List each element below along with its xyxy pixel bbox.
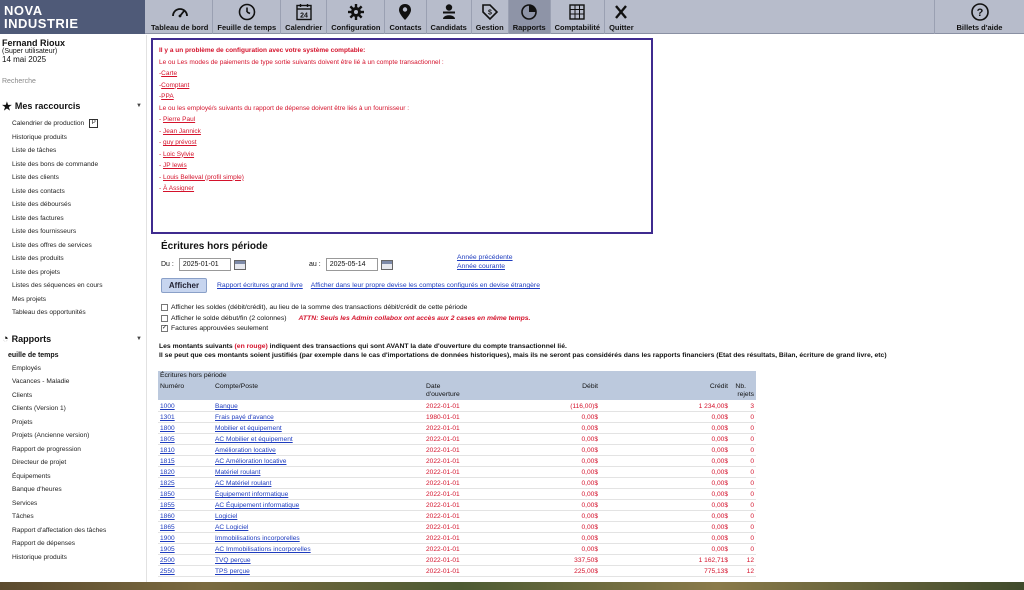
- opening-date: 2022-01-01: [426, 403, 460, 410]
- debit-amount: 0,00$: [581, 491, 598, 498]
- opening-date: 2022-01-01: [426, 502, 460, 509]
- calendar-picker-icon[interactable]: [234, 260, 246, 270]
- report-item[interactable]: Projets (Ancienne version): [12, 432, 90, 439]
- star-icon: ★: [2, 100, 12, 113]
- report-item[interactable]: Services: [12, 499, 38, 507]
- shortcuts-title: Mes raccourcis: [14, 101, 81, 111]
- payment-mode-item: -Carte: [159, 70, 178, 77]
- main-content: [148, 35, 1024, 590]
- account-name-link[interactable]: Banque: [215, 403, 238, 410]
- checkbox-checked[interactable]: ✓: [162, 325, 168, 331]
- rejects-count: 0: [750, 447, 754, 454]
- table-row: [158, 511, 756, 522]
- svg-text:$: $: [487, 9, 492, 17]
- shortcut-item[interactable]: Liste des factures: [12, 214, 64, 222]
- debit-amount: (116,00)$: [570, 403, 598, 410]
- account-name-link[interactable]: AC Matériel roulant: [215, 480, 272, 487]
- nav-label: Rapports: [512, 23, 546, 32]
- account-name-link[interactable]: Mobilier et équipement: [215, 425, 282, 432]
- debit-amount: 0,00$: [581, 546, 598, 553]
- header-date[interactable]: Date: [426, 383, 441, 390]
- warning-line-employees: Le ou les employé/s suivants du rapport de dépense doivent être liés à un fournisseur :: [159, 104, 410, 112]
- account-number-link[interactable]: 1860: [160, 513, 175, 520]
- logo-line-2: INDUSTRIE: [4, 16, 79, 31]
- rejects-count: 0: [750, 513, 754, 520]
- shortcut-item[interactable]: Liste des offres de services: [12, 241, 92, 249]
- shortcut-item[interactable]: Historique produits: [12, 133, 67, 141]
- credit-amount: 0,00$: [711, 414, 728, 421]
- opening-date: 2022-01-01: [426, 469, 460, 476]
- account-number-link[interactable]: 1855: [160, 502, 175, 509]
- debit-amount: 0,00$: [581, 524, 598, 531]
- account-number-link[interactable]: 1865: [160, 524, 175, 531]
- nav-gestion[interactable]: [472, 0, 509, 34]
- report-item[interactable]: Banque d'heures: [12, 486, 62, 493]
- shortcuts-list: [0, 117, 146, 320]
- report-item[interactable]: Rapport de dépenses: [12, 540, 76, 547]
- account-name-link[interactable]: Frais payé d'avance: [215, 414, 274, 421]
- table-row: [158, 467, 756, 478]
- report-links: [217, 282, 540, 289]
- rejects-count: 0: [750, 502, 754, 509]
- credit-amount: 0,00$: [711, 524, 728, 531]
- svg-text:?: ?: [976, 7, 983, 19]
- rejects-count: 0: [750, 469, 754, 476]
- credit-amount: 0,00$: [711, 546, 728, 553]
- nav-contacts[interactable]: [385, 0, 426, 34]
- date-to-label: au :: [309, 261, 321, 268]
- user-role: (Super utilisateur): [2, 48, 58, 55]
- opening-date: 2022-01-01: [426, 447, 460, 454]
- nav-configuration[interactable]: [327, 0, 385, 34]
- desktop-background-strip: [0, 582, 1024, 590]
- account-number-link[interactable]: 1800: [160, 425, 175, 432]
- help-question-icon: [970, 2, 990, 22]
- account-number-link[interactable]: 1820: [160, 469, 175, 476]
- report-item[interactable]: Clients (Version 1): [12, 405, 66, 412]
- report-item[interactable]: Employés: [12, 364, 41, 372]
- employee-item: - Pierre Paul: [159, 116, 196, 123]
- account-name-link[interactable]: TVQ perçue: [215, 557, 251, 564]
- date-to-input[interactable]: 2025-05-14: [326, 258, 378, 271]
- date-from-label: Du :: [161, 261, 174, 268]
- main-nav: [147, 0, 638, 34]
- payment-mode-link[interactable]: PPA: [161, 93, 174, 100]
- account-name-link[interactable]: Amélioration locative: [215, 447, 276, 454]
- employee-item: - Louis Belleval (profil simple): [159, 173, 244, 181]
- current-year-link[interactable]: Année courante: [457, 262, 505, 270]
- opening-date: 2022-01-01: [426, 436, 460, 443]
- foreign-currency-link[interactable]: Afficher dans leur propre devise les comptes configurés en devise étrangère: [310, 282, 540, 289]
- header-rejets: rejets: [737, 391, 754, 398]
- rejects-count: 12: [746, 557, 754, 564]
- table-row: [158, 544, 756, 555]
- year-links: [457, 254, 513, 271]
- nav-label: Calendrier: [285, 23, 323, 32]
- nav-label: Feuille de temps: [217, 23, 277, 32]
- nav-comptabilite[interactable]: [551, 0, 605, 34]
- table-row: [158, 445, 756, 456]
- shortcut-item[interactable]: Mes projets: [12, 295, 47, 303]
- table-row: [158, 533, 756, 544]
- employee-link[interactable]: Pierre Paul: [162, 116, 196, 123]
- gear-icon: [346, 2, 366, 22]
- credit-amount: 1 162,71$: [698, 557, 728, 564]
- nav-rapports[interactable]: [509, 0, 551, 34]
- page-title: Écritures hors période: [161, 241, 268, 252]
- account-number-link[interactable]: 1301: [160, 414, 175, 421]
- shortcut-item[interactable]: Liste des contacts: [12, 187, 65, 195]
- payment-mode-item: -PPA: [159, 93, 174, 100]
- report-item[interactable]: Rapport d'affectation des tâches: [12, 526, 107, 534]
- employee-item: - Loic Sylvie: [159, 150, 195, 158]
- info-text: indiquent des transactions qui sont AVANT la date d'ouverture du compte transactionnel lié.: [267, 343, 567, 350]
- reports-list: [0, 350, 146, 565]
- nav-tableau-de-bord[interactable]: [147, 0, 213, 34]
- shortcut-item[interactable]: Liste des fournisseurs: [12, 228, 77, 235]
- rejects-count: 0: [750, 491, 754, 498]
- opening-date: 2022-01-01: [426, 535, 460, 542]
- opening-date: 2022-01-01: [426, 513, 460, 520]
- production-p-icon[interactable]: P: [89, 119, 98, 128]
- reports-header[interactable]: [0, 332, 146, 346]
- opening-date: 2022-01-01: [426, 557, 460, 564]
- credit-amount: 0,00$: [711, 436, 728, 443]
- debit-amount: 0,00$: [581, 425, 598, 432]
- header-compte[interactable]: Compte/Poste: [215, 383, 259, 390]
- debit-amount: 337,50$: [574, 557, 598, 564]
- employee-link[interactable]: guy prévost: [162, 139, 197, 146]
- rejects-count: 0: [750, 414, 754, 421]
- shortcut-item[interactable]: Tableau des opportunités: [12, 309, 86, 316]
- table-row: [158, 412, 756, 423]
- table-row: [158, 401, 756, 412]
- employee-link[interactable]: Jean Jannick: [162, 127, 201, 135]
- credit-amount: 775,13$: [704, 568, 728, 575]
- account-name-link[interactable]: Équipement informatique: [215, 491, 289, 498]
- nav-billets-aide[interactable]: [934, 0, 1024, 34]
- credit-amount: 1 234,00$: [698, 403, 728, 410]
- shortcut-item[interactable]: Liste de tâches: [12, 147, 57, 154]
- app-logo[interactable]: [0, 0, 145, 34]
- nav-candidats[interactable]: [427, 0, 472, 34]
- calendar-icon: [294, 2, 314, 22]
- account-name-link[interactable]: Immobilisations incorporelles: [215, 535, 300, 542]
- debit-amount: 0,00$: [581, 535, 598, 542]
- shortcuts-header[interactable]: [0, 99, 146, 113]
- shortcut-item[interactable]: Calendrier de production P: [12, 117, 146, 131]
- dashboard-gauge-icon: [170, 2, 190, 22]
- account-number-link[interactable]: 1825: [160, 480, 175, 487]
- credit-amount: 0,00$: [711, 513, 728, 520]
- account-number-link[interactable]: 2550: [160, 568, 175, 575]
- header-debit[interactable]: Débit: [582, 383, 598, 390]
- reports-title: Rapports: [11, 333, 52, 344]
- config-warning-box: [151, 38, 653, 234]
- credit-amount: 0,00$: [711, 425, 728, 432]
- account-name-link[interactable]: AC Immobilisations incorporelles: [215, 546, 311, 553]
- warning-line-payment: Le ou Les modes de paiements de type sortie suivants doivent être lié à un compte transactionnel :: [159, 58, 444, 66]
- account-number-link[interactable]: 1900: [160, 535, 175, 542]
- table-row: [158, 423, 756, 434]
- debit-amount: 0,00$: [581, 436, 598, 443]
- grand-livre-link[interactable]: Rapport écritures grand livre: [217, 282, 303, 289]
- option-label: Afficher le solde début/fin (2 colonnes): [171, 315, 287, 322]
- credit-amount: 0,00$: [711, 535, 728, 542]
- account-name-link[interactable]: TPS perçue: [215, 568, 250, 575]
- caret-down-icon[interactable]: ▼: [136, 103, 142, 109]
- debit-amount: 0,00$: [581, 414, 598, 421]
- svg-text:24: 24: [299, 12, 308, 20]
- shortcut-item[interactable]: Liste des projets: [12, 268, 61, 276]
- report-item[interactable]: Directeur de projet: [12, 459, 67, 466]
- payment-mode-link[interactable]: Carte: [161, 70, 178, 77]
- opening-date: 2022-01-01: [426, 546, 460, 553]
- report-item[interactable]: Projets: [12, 418, 33, 426]
- debit-amount: 0,00$: [581, 469, 598, 476]
- user-name: Fernand Rioux: [2, 38, 66, 48]
- calendar-picker-icon[interactable]: [381, 260, 393, 270]
- header-nb[interactable]: Nb.: [735, 383, 746, 390]
- credit-amount: 0,00$: [711, 447, 728, 454]
- shortcut-item[interactable]: Listes des séquences en cours: [12, 282, 103, 289]
- header-numero[interactable]: Numéro: [160, 383, 185, 390]
- table-row: [158, 522, 756, 533]
- rejects-count: 0: [750, 480, 754, 487]
- afficher-button[interactable]: Afficher: [161, 278, 207, 293]
- option-label: Factures approuvées seulement: [171, 325, 269, 332]
- info-line-2: Il se peut que ces montants soient justifiés (par exemple dans le cas d'importations de données historiques), mais ils ne seront pas considérés dans les rapports financiers (Etat des résultats, Bilan, écriture de grand livre, etc): [159, 352, 887, 359]
- credit-amount: 0,00$: [711, 502, 728, 509]
- table-body: [158, 401, 756, 577]
- reports-circle-icon: ◔: [2, 332, 9, 345]
- credit-amount: 0,00$: [711, 458, 728, 465]
- account-number-link[interactable]: 1815: [160, 458, 175, 465]
- nav-label: Comptabilité: [554, 23, 601, 32]
- employee-link[interactable]: Loic Sylvie: [162, 150, 195, 158]
- header-credit[interactable]: Crédit: [709, 383, 728, 390]
- employee-item: - guy prévost: [159, 139, 197, 146]
- rejects-count: 0: [750, 425, 754, 432]
- opening-date: 2022-01-01: [426, 458, 460, 465]
- shortcut-item[interactable]: Liste des clients: [12, 174, 59, 181]
- shortcut-item[interactable]: Liste des produits: [12, 255, 64, 262]
- tag-icon: [480, 2, 500, 22]
- table-caption: Écritures hors période: [158, 371, 756, 381]
- account-number-link[interactable]: 1850: [160, 491, 175, 498]
- nav-label: Tableau de bord: [151, 23, 209, 32]
- table-row: [158, 456, 756, 467]
- attn-note: ATTN: Seuls les Admin collabox ont accès aux 2 cases en même temps.: [298, 315, 531, 322]
- candidates-icon: [439, 2, 459, 22]
- account-number-link[interactable]: 1000: [160, 403, 175, 410]
- info-text: Les montants suivants: [159, 343, 235, 350]
- warning-title: Il y a un problème de configuration avec votre système comptable:: [159, 47, 366, 54]
- rejects-count: 0: [750, 458, 754, 465]
- employee-link[interactable]: Louis Belleval (profil simple): [162, 173, 244, 181]
- nav-label: Billets d'aide: [956, 23, 1003, 32]
- report-item[interactable]: Équipements: [12, 472, 51, 480]
- account-number-link[interactable]: 1905: [160, 546, 175, 553]
- option-solde-debut-fin[interactable]: [161, 315, 530, 322]
- caret-down-icon[interactable]: ▼: [136, 335, 142, 342]
- account-number-link[interactable]: 1810: [160, 447, 175, 454]
- employee-link[interactable]: À Assigner: [162, 185, 195, 192]
- debit-amount: 0,00$: [581, 458, 598, 465]
- nav-label: Quitter: [609, 23, 634, 32]
- logo-line-1: NOVA: [4, 3, 43, 18]
- shortcut-item[interactable]: Liste des bons de commande: [12, 160, 99, 168]
- grid-icon: [567, 2, 587, 22]
- date-from-input[interactable]: 2025-01-01: [179, 258, 231, 271]
- search-link[interactable]: Recherche: [2, 78, 36, 85]
- account-name-link[interactable]: AC Amélioration locative: [215, 458, 287, 465]
- previous-year-link[interactable]: Année précédente: [457, 254, 513, 261]
- table-row: [158, 555, 756, 566]
- table-row: [158, 566, 756, 577]
- rejects-count: 0: [750, 535, 754, 542]
- account-number-link[interactable]: 1805: [160, 436, 175, 443]
- report-item[interactable]: Tâches: [12, 513, 34, 520]
- top-bar: [0, 0, 1024, 34]
- payment-mode-link[interactable]: Comptant: [161, 81, 190, 89]
- date-from-row: [161, 258, 246, 271]
- account-name-link[interactable]: AC Mobilier et équipement: [215, 436, 293, 443]
- opening-date: 2022-01-01: [426, 524, 460, 531]
- report-item[interactable]: Historique produits: [12, 553, 67, 561]
- opening-date: 2022-01-01: [426, 425, 460, 432]
- info-line-1: [159, 343, 567, 350]
- opening-date: 2022-01-01: [426, 491, 460, 498]
- nav-label: Candidats: [430, 23, 467, 32]
- nav-label: Contacts: [389, 23, 422, 32]
- debit-amount: 0,00$: [581, 447, 598, 454]
- close-x-icon: [611, 2, 631, 22]
- option-factures-approuvees[interactable]: [161, 325, 268, 332]
- report-item[interactable]: Rapport de progression: [12, 445, 81, 453]
- table-row: [158, 478, 756, 489]
- opening-date: 2022-01-01: [426, 480, 460, 487]
- shortcut-item[interactable]: Liste des déboursés: [12, 201, 72, 208]
- nav-label: Gestion: [475, 23, 504, 32]
- nav-quitter[interactable]: [605, 0, 638, 34]
- employee-item: - À Assigner: [159, 185, 195, 192]
- payment-mode-item: -Comptant: [159, 81, 190, 89]
- report-item[interactable]: Vacances - Maladie: [12, 378, 70, 385]
- current-date: 14 mai 2025: [2, 55, 47, 64]
- credit-amount: 0,00$: [711, 469, 728, 476]
- contact-pin-icon: [395, 2, 415, 22]
- nav-label: Configuration: [331, 23, 381, 32]
- debit-amount: 0,00$: [581, 480, 598, 487]
- account-name-link[interactable]: AC Équipement informatique: [215, 502, 300, 509]
- reports-subheader: euille de temps: [8, 351, 59, 359]
- rejects-count: 0: [750, 546, 754, 553]
- info-red-text: (en rouge): [234, 343, 268, 350]
- opening-date: 1980-01-01: [426, 414, 460, 421]
- checkbox[interactable]: [161, 315, 168, 322]
- employee-link[interactable]: JP lewis: [162, 162, 187, 169]
- option-label: Afficher les soldes (débit/crédit), au lieu de la somme des transactions débit/crédit de cette période: [171, 304, 468, 311]
- table-row: [158, 500, 756, 511]
- pie-chart-icon: [519, 2, 539, 22]
- employee-item: - JP lewis: [159, 162, 187, 169]
- opening-date: 2022-01-01: [426, 568, 460, 575]
- debit-amount: 225,00$: [574, 568, 598, 575]
- table-header: [158, 381, 756, 400]
- debit-amount: 0,00$: [581, 502, 598, 509]
- account-name-link[interactable]: Matériel roulant: [215, 469, 261, 476]
- nav-feuille-de-temps[interactable]: [213, 0, 281, 34]
- sidebar: [0, 35, 147, 590]
- employee-item: - Jean Jannick: [159, 127, 201, 135]
- header-date-ouverture: d'ouverture: [426, 391, 460, 398]
- nav-calendrier[interactable]: [281, 0, 327, 34]
- table-row: [158, 434, 756, 445]
- rejects-count: 0: [750, 524, 754, 531]
- rejects-count: 0: [750, 436, 754, 443]
- option-soldes[interactable]: [161, 304, 467, 311]
- rejects-count: 12: [746, 568, 754, 575]
- debit-amount: 0,00$: [581, 513, 598, 520]
- checkbox[interactable]: [161, 304, 168, 311]
- account-name-link[interactable]: Logiciel: [215, 513, 238, 520]
- credit-amount: 0,00$: [711, 480, 728, 487]
- account-number-link[interactable]: 2500: [160, 557, 175, 564]
- report-item[interactable]: Clients: [12, 391, 33, 399]
- rejects-count: 3: [750, 403, 754, 410]
- credit-amount: 0,00$: [711, 491, 728, 498]
- date-to-row: [309, 258, 393, 271]
- account-name-link[interactable]: AC Logiciel: [215, 524, 249, 531]
- clock-icon: [237, 2, 257, 22]
- table-row: [158, 489, 756, 500]
